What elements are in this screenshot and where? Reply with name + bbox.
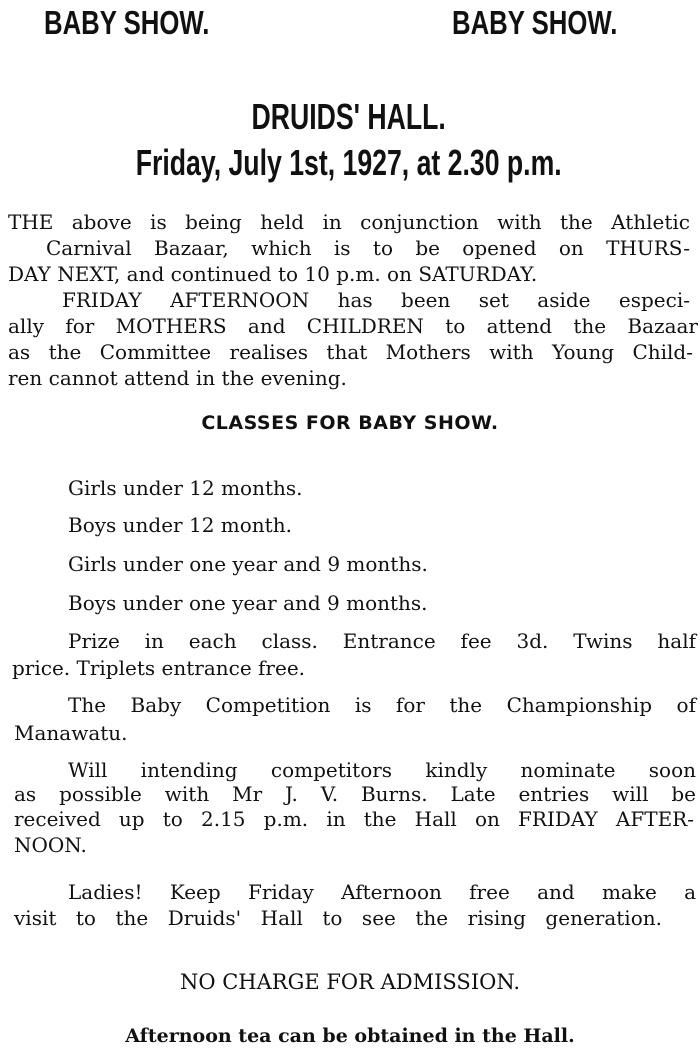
nominate-line: Will intending competitors kindly nominate soon [68, 758, 696, 782]
nominate-line: NOON. [14, 833, 87, 857]
prize-line: price. Triplets entrance free. [12, 656, 306, 680]
prize-line: Prize in each class. Entrance fee 3d. Twins half [68, 629, 696, 653]
tea-notice: Afternoon tea can be obtained in the Hall. [125, 1025, 575, 1047]
event-date: Friday, July 1st, 1927, at 2.30 p.m. [135, 142, 562, 183]
intro-line: Carnival Bazaar, which is to be opened on THURS- [46, 236, 690, 260]
class-item: Boys under one year and 9 months. [68, 591, 428, 615]
class-item: Girls under 12 months. [68, 476, 303, 500]
classes-heading: CLASSES FOR BABY SHOW. [201, 412, 499, 434]
banner-left: BABY SHOW. [44, 4, 210, 41]
nominate-line: as possible with Mr J. V. Burns. Late entries will be [14, 782, 696, 806]
intro-line: as the Committee realises that Mothers with Young Child- [8, 340, 693, 364]
banner [0, 0, 700, 48]
class-item: Girls under one year and 9 months. [68, 552, 428, 576]
admission-notice: NO CHARGE FOR ADMISSION. [179, 970, 521, 994]
intro-line: DAY NEXT, and continued to 10 p.m. on SATURDAY. [8, 262, 538, 286]
ladies-line: visit to the Druids' Hall to see the rising generation. [14, 906, 662, 930]
nominate-line: received up to 2.15 p.m. in the Hall on FRIDAY AFTER- [14, 807, 694, 831]
championship-line: Manawatu. [14, 721, 128, 745]
championship-line: The Baby Competition is for the Championship of [68, 693, 696, 717]
ladies-line: Ladies! Keep Friday Afternoon free and make a [68, 880, 696, 904]
intro-line: THE above is being held in conjunction with the Athletic [8, 210, 690, 234]
venue-title: DRUIDS' HALL. [251, 96, 446, 137]
intro-line: ally for MOTHERS and CHILDREN to attend the Bazaar [8, 314, 698, 338]
banner-right: BABY SHOW. [452, 4, 618, 41]
class-item: Boys under 12 month. [68, 513, 292, 537]
intro-line: ren cannot attend in the evening. [8, 366, 347, 390]
intro-line: FRIDAY AFTERNOON has been set aside especi- [62, 288, 690, 312]
